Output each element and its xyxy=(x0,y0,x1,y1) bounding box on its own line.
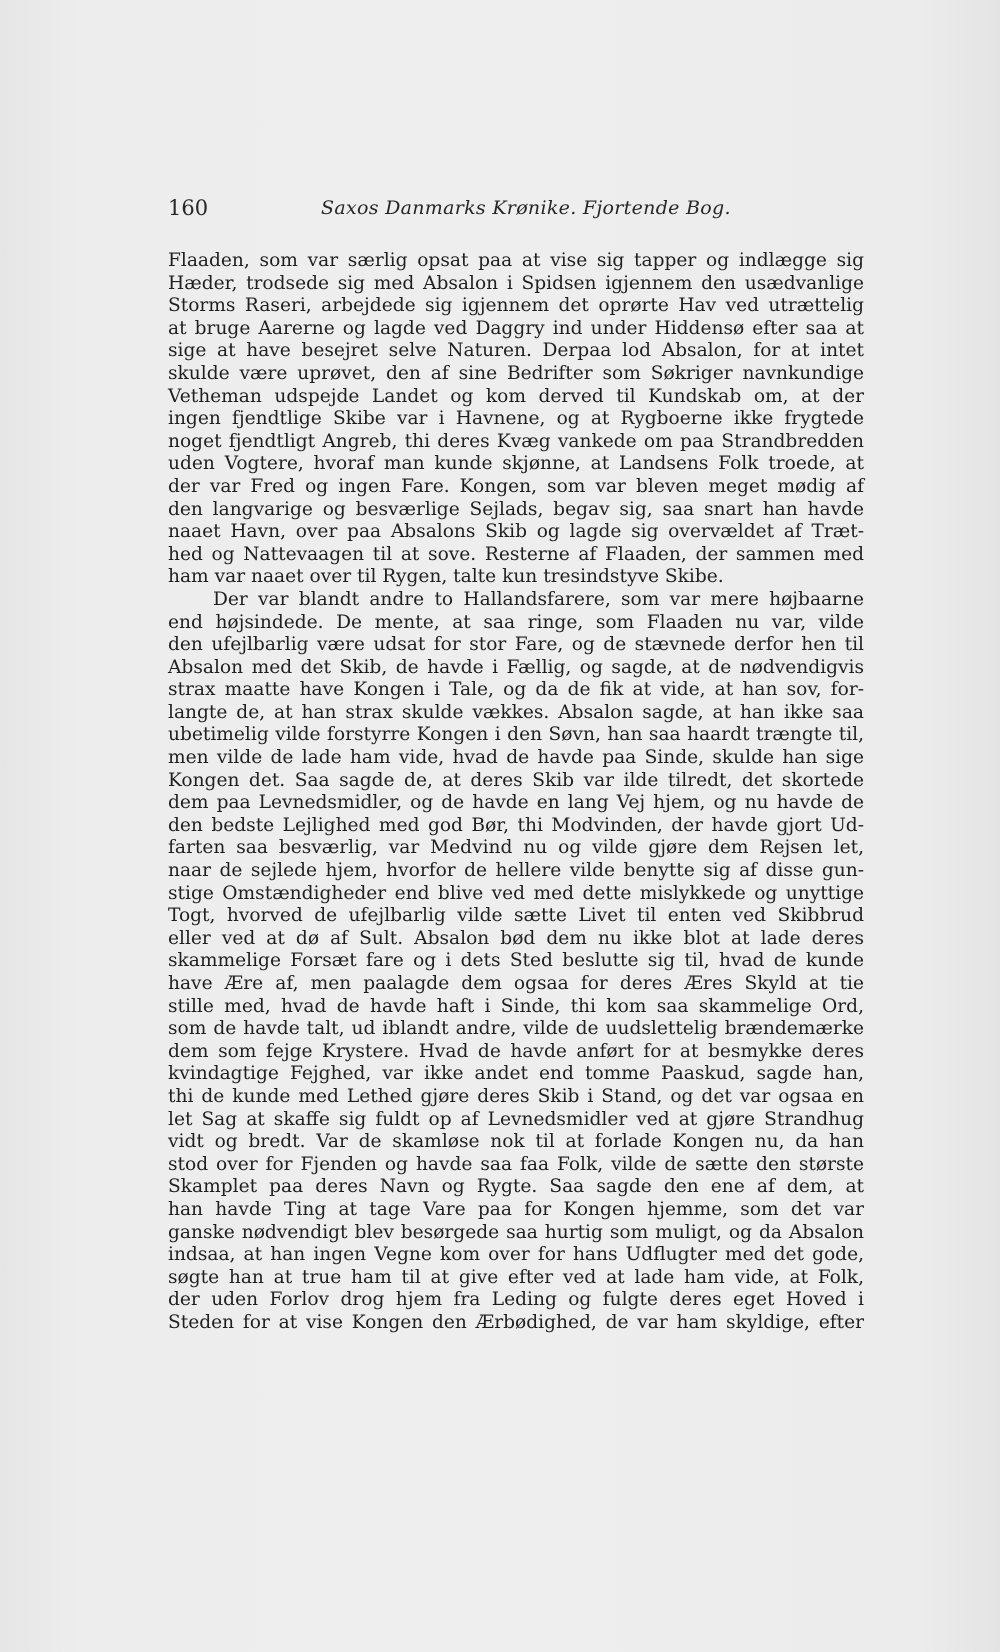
text-line: eller ved at dø af Sult. Absalon bød dem nu ikke blot at lade deres xyxy=(168,927,864,949)
text-line: skammelige Forsæt fare og i dets Sted beslutte sig til, hvad de kunde xyxy=(168,950,864,972)
text-line: han havde Ting at tage Vare paa for Kongen hjemme, som det var xyxy=(168,1198,864,1220)
text-line: strax maatte have Kongen i Tale, og da de fik at vide, at han sov, for- xyxy=(168,679,864,701)
text-line: den ufejlbarlig være udsat for stor Fare, og de stævnede derfor hen til xyxy=(168,634,864,656)
text-line: Storms Raseri, arbejdede sig igjennem det oprørte Hav ved utrættelig xyxy=(168,295,864,317)
text-line: stille med, hvad de havde haft i Sinde, thi kom saa skammelige Ord, xyxy=(168,995,864,1017)
text-line: Flaaden, som var særlig opsat paa at vise sig tapper og indlægge sig xyxy=(168,250,864,271)
text-line: stige Omstændigheder end blive ved med dette mislykkede og unyttige xyxy=(168,882,864,904)
text-line: uden Vogtere, hvoraf man kunde skjønne, at Landsens Folk troede, at xyxy=(168,453,864,475)
text-line: naaet Havn, over paa Absalons Skib og lagde sig overvældet af Træt- xyxy=(168,521,864,543)
text-line: Der var blandt andre to Hallandsfarere, som var mere højbaarne xyxy=(213,588,864,610)
text-line: ingen fjendtlige Skibe var i Havnene, og at Rygboerne ikke frygtede xyxy=(168,408,864,430)
text-line: vidt og bredt. Var de skamløse nok til at forlade Kongen nu, da han xyxy=(168,1131,864,1153)
text-line: dem paa Levnedsmidler, og de havde en lang Vej hjem, og nu havde de xyxy=(168,792,864,814)
text-line: Absalon med det Skib, de havde i Fællig, og sagde, at de nødvendigvis xyxy=(168,656,864,678)
text-line: Vetheman udspejde Landet og kom derved til Kundskab om, at der xyxy=(168,385,864,407)
text-line: men vilde de lade ham vide, hvad de havde paa Sinde, skulde han sige xyxy=(168,747,864,769)
text-line: farten saa besværlig, var Medvind nu og vilde gjøre dem Rejsen let, xyxy=(168,837,864,859)
running-title: Saxos Danmarks Krønike. Fjortende Bog. xyxy=(321,197,731,219)
text-line: indsaa, at han ingen Vegne kom over for hans Udflugter med det gode, xyxy=(168,1244,864,1266)
text-line: Kongen det. Saa sagde de, at deres Skib var ilde tilredt, det skortede xyxy=(168,769,864,791)
page-header xyxy=(168,196,868,228)
text-line: den langvarige og besværlige Sejlads, begav sig, saa snart han havde xyxy=(168,498,864,520)
text-line: skulde være uprøvet, den af sine Bedrifter som Søkriger navnkundige xyxy=(168,362,864,384)
text-line: Steden for at vise Kongen den Ærbødighed, de var ham skyldige, efter xyxy=(168,1311,864,1333)
text-line: noget fjendtligt Angreb, thi deres Kvæg vankede om paa Strandbredden xyxy=(168,430,864,452)
text-line: thi de kunde med Lethed gjøre deres Skib i Stand, og det var ogsaa en xyxy=(168,1085,864,1107)
text-line: stod over for Fjenden og havde saa faa Folk, vilde de sætte den største xyxy=(168,1153,864,1175)
text-line: ganske nødvendigt blev besørgede saa hurtig som muligt, og da Absalon xyxy=(168,1221,864,1243)
text-line: let Sag at skaffe sig fuldt op af Levnedsmidler ved at gjøre Strandhug xyxy=(168,1108,864,1130)
text-line: have Ære af, men paalagde dem ogsaa for deres Æres Skyld at tie xyxy=(168,973,864,994)
text-line: hed og Nattevaagen til at sove. Resterne af Flaaden, der sammen med xyxy=(168,543,864,565)
text-line: den bedste Lejlighed med god Bør, thi Modvinden, der havde gjort Ud- xyxy=(168,814,864,836)
text-line: langte de, at han strax skulde vækkes. Absalon sagde, at han ikke saa xyxy=(168,701,864,723)
text-line: Hæder, trodsede sig med Absalon i Spidsen igjennem den usædvanlige xyxy=(168,272,864,294)
text-line: dem som fejge Krystere. Hvad de havde anført for at besmykke deres xyxy=(168,1040,864,1062)
text-line: ham var naaet over til Rygen, talte kun tresindstyve Skibe. xyxy=(168,566,724,588)
page-number: 160 xyxy=(168,196,209,220)
text-line: end højsindede. De mente, at saa ringe, som Flaaden nu var, vilde xyxy=(168,611,864,633)
text-line: naar de sejlede hjem, hvorfor de hellere vilde benytte sig af disse gun- xyxy=(168,860,864,882)
text-line: Skamplet paa deres Navn og Rygte. Saa sagde den ene af dem, at xyxy=(168,1176,864,1198)
text-line: Togt, hvorved de ufejlbarlig vilde sætte Livet til enten ved Skibbrud xyxy=(168,905,864,927)
text-line: der var Fred og ingen Fare. Kongen, som var bleven meget mødig af xyxy=(168,475,864,497)
text-line: at bruge Aarerne og lagde ved Daggry ind under Hiddensø efter saa at xyxy=(168,317,864,339)
body-text xyxy=(168,250,864,1335)
text-line: søgte han at true ham til at give efter ved at lade ham vide, at Folk, xyxy=(168,1266,864,1288)
text-line: som de havde talt, ud iblandt andre, vilde de uudslettelig brændemærke xyxy=(168,1018,864,1040)
text-line: der uden Forlov drog hjem fra Leding og fulgte deres eget Hoved i xyxy=(168,1289,864,1311)
text-line: sige at have besejret selve Naturen. Derpaa lod Absalon, for at intet xyxy=(168,340,864,362)
text-line: kvindagtige Fejghed, var ikke andet end tomme Paaskud, sagde han, xyxy=(168,1063,864,1085)
text-line: ubetimelig vilde forstyrre Kongen i den Søvn, han saa haardt trængte til, xyxy=(168,724,864,746)
